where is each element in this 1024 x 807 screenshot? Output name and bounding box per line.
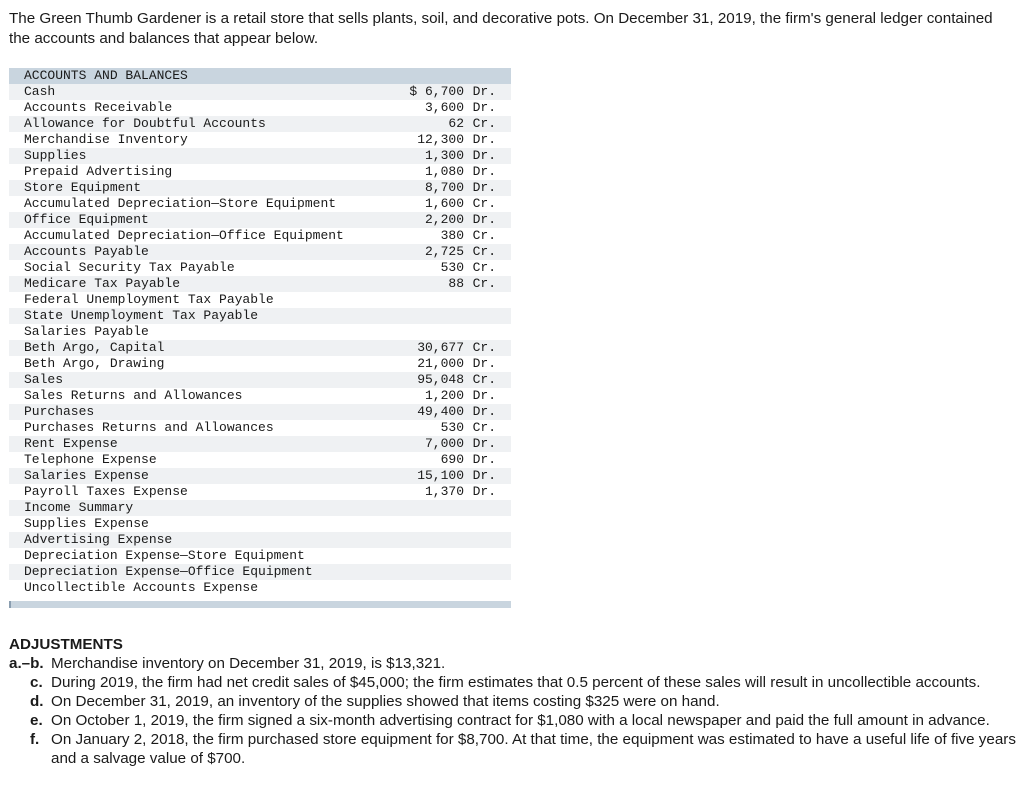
account-amount: 530 (440, 420, 464, 435)
account-name: Depreciation Expense—Store Equipment (24, 548, 305, 563)
account-name: Federal Unemployment Tax Payable (24, 292, 274, 307)
table-row (9, 564, 511, 580)
table-row (9, 548, 511, 564)
account-amount: 1,200 (424, 388, 464, 403)
debit-credit-marker: Dr. (472, 356, 496, 371)
account-name: Merchandise Inventory (24, 132, 188, 147)
adjustment-item (9, 673, 1019, 692)
adjustments-title: ADJUSTMENTS (9, 636, 123, 653)
adjustment-item (9, 730, 1019, 768)
account-name: Uncollectible Accounts Expense (24, 580, 259, 595)
table-row (9, 468, 511, 484)
debit-credit-marker: Dr. (472, 100, 496, 115)
table-row (9, 164, 511, 180)
table-row (9, 388, 511, 404)
adjustments-list (9, 654, 1019, 768)
adjustment-label: a.–b. (9, 655, 44, 672)
table-row (9, 372, 511, 388)
table-row (9, 244, 511, 260)
debit-credit-marker: Cr. (472, 276, 496, 291)
table-row (9, 260, 511, 276)
table-row (9, 132, 511, 148)
adjustment-label: f. (30, 731, 40, 748)
table-row (9, 212, 511, 228)
table-row (9, 116, 511, 132)
table-row (9, 484, 511, 500)
adjustment-label: e. (30, 712, 43, 729)
account-name: Telephone Expense (24, 452, 157, 467)
debit-credit-marker: Dr. (472, 404, 496, 419)
account-name: Depreciation Expense—Office Equipment (24, 564, 313, 579)
debit-credit-marker: Dr. (472, 180, 496, 195)
table-row (9, 452, 511, 468)
account-amount: 88 (448, 276, 464, 291)
table-row (9, 420, 511, 436)
account-name: Salaries Payable (24, 324, 149, 339)
account-name: Beth Argo, Drawing (24, 356, 165, 371)
table-row (9, 532, 511, 548)
adjustment-text: Merchandise inventory on December 31, 2019, is $13,321. (51, 655, 446, 672)
debit-credit-marker: Cr. (472, 340, 496, 355)
adjustment-item (9, 692, 1019, 711)
account-name: Supplies Expense (24, 516, 149, 531)
debit-credit-marker: Dr. (472, 484, 496, 499)
table-row (9, 100, 511, 116)
account-amount: 380 (440, 228, 464, 243)
adjustment-label: c. (30, 674, 43, 691)
adjustment-text: On October 1, 2019, the firm signed a six-month advertising contract for $1,080 with a local newspaper and paid the full amount in advance. (51, 712, 990, 729)
account-amount: 530 (440, 260, 464, 275)
table-row (9, 580, 511, 596)
account-name: Sales Returns and Allowances (24, 388, 243, 403)
account-name: Accumulated Depreciation—Store Equipment (24, 196, 337, 211)
table-bottom-rule (9, 601, 511, 608)
table-row (9, 180, 511, 196)
adjustment-text: During 2019, the firm had net credit sales of $45,000; the firm estimates that 0.5 percent of these sales will result in uncollectible accounts. (51, 674, 981, 691)
table-row (9, 404, 511, 420)
account-amount: 1,300 (424, 148, 464, 163)
adjustment-text: On December 31, 2019, an inventory of the supplies showed that items costing $325 were on hand. (51, 693, 720, 710)
debit-credit-marker: Cr. (472, 260, 496, 275)
debit-credit-marker: Dr. (472, 148, 496, 163)
debit-credit-marker: Dr. (472, 132, 496, 147)
account-name: Salaries Expense (24, 468, 149, 483)
adjustment-item (9, 711, 1019, 730)
table-header (9, 68, 511, 84)
account-name: Accumulated Depreciation—Office Equipment (24, 228, 344, 243)
account-name: Supplies (24, 148, 87, 163)
account-amount: 1,370 (424, 484, 464, 499)
debit-credit-marker: Cr. (472, 372, 496, 387)
table-row (9, 356, 511, 372)
adjustment-item (9, 654, 1019, 673)
debit-credit-marker: Cr. (472, 244, 496, 259)
account-amount: 12,300 (417, 132, 464, 147)
debit-credit-marker: Dr. (472, 164, 496, 179)
table-row (9, 500, 511, 516)
account-name: Income Summary (24, 500, 134, 515)
account-name: Store Equipment (24, 180, 142, 195)
account-amount: 30,677 (417, 340, 464, 355)
account-amount: 7,000 (424, 436, 464, 451)
account-name: Purchases (24, 404, 95, 419)
account-amount: 1,600 (424, 196, 464, 211)
table-row (9, 340, 511, 356)
account-name: Beth Argo, Capital (24, 340, 165, 355)
account-name: Prepaid Advertising (24, 164, 173, 179)
account-amount: 95,048 (417, 372, 464, 387)
debit-credit-marker: Dr. (472, 388, 496, 403)
debit-credit-marker: Dr. (472, 436, 496, 451)
account-name: Payroll Taxes Expense (24, 484, 188, 499)
debit-credit-marker: Cr. (472, 420, 496, 435)
account-name: Advertising Expense (24, 532, 173, 547)
intro-paragraph: The Green Thumb Gardener is a retail store that sells plants, soil, and decorative pots. On December 31, 2019, the firm's general ledger contained the accounts and balances that appear below. (9, 10, 993, 47)
debit-credit-marker: Dr. (472, 212, 496, 227)
account-amount: 49,400 (417, 404, 464, 419)
adjustments-section (9, 635, 1019, 768)
account-name: Cash (24, 84, 56, 99)
debit-credit-marker: Cr. (472, 196, 496, 211)
account-amount: 690 (440, 452, 464, 467)
table-row (9, 148, 511, 164)
account-amount: 21,000 (417, 356, 464, 371)
table-body (9, 84, 511, 596)
debit-credit-marker: Dr. (472, 468, 496, 483)
table-row (9, 84, 511, 100)
table-row (9, 516, 511, 532)
debit-credit-marker: Dr. (472, 452, 496, 467)
debit-credit-marker: Cr. (472, 116, 496, 131)
account-name: Purchases Returns and Allowances (24, 420, 274, 435)
account-name: Social Security Tax Payable (24, 260, 235, 275)
account-name: Allowance for Doubtful Accounts (24, 116, 266, 131)
debit-credit-marker: Cr. (472, 228, 496, 243)
adjustment-label: d. (30, 693, 44, 710)
table-row (9, 292, 511, 308)
table-row (9, 436, 511, 452)
account-name: Accounts Payable (24, 244, 149, 259)
accounts-table (9, 68, 511, 608)
table-row (9, 276, 511, 292)
account-amount: 1,080 (424, 164, 464, 179)
adjustment-text: On January 2, 2018, the firm purchased store equipment for $8,700. At that time, the equipment was estimated to have a useful life of five years and a salvage value of $700. (51, 731, 1016, 767)
table-row (9, 196, 511, 212)
table-row (9, 228, 511, 244)
account-amount: 2,725 (424, 244, 464, 259)
debit-credit-marker: Dr. (472, 84, 496, 99)
account-name: Accounts Receivable (24, 100, 173, 115)
table-row (9, 308, 511, 324)
account-amount: 8,700 (424, 180, 464, 195)
account-name: Sales (24, 372, 64, 387)
account-amount: 15,100 (417, 468, 464, 483)
account-name: Rent Expense (24, 436, 118, 451)
table-header-label: ACCOUNTS AND BALANCES (24, 68, 188, 83)
account-name: State Unemployment Tax Payable (24, 308, 259, 323)
table-row (9, 324, 511, 340)
account-name: Medicare Tax Payable (24, 276, 181, 291)
account-amount: 3,600 (424, 100, 464, 115)
account-amount: 2,200 (424, 212, 464, 227)
account-name: Office Equipment (24, 212, 149, 227)
account-amount: $ 6,700 (409, 84, 464, 99)
account-amount: 62 (448, 116, 464, 131)
